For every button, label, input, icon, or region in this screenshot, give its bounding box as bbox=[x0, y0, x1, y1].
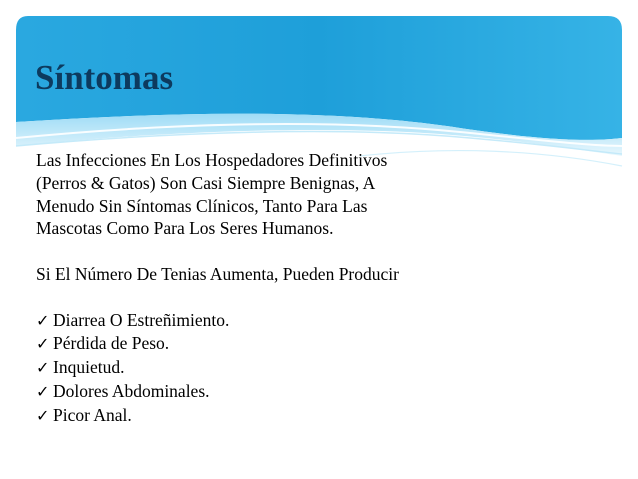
symptom-label: Picor Anal. bbox=[53, 404, 132, 425]
symptom-label: Diarrea O Estreñimiento. bbox=[53, 309, 230, 330]
symptom-item bbox=[36, 332, 596, 356]
symptom-label: Dolores Abdominales. bbox=[53, 380, 210, 401]
slide-body bbox=[36, 149, 596, 428]
paragraph-line: Las Infecciones En Los Hospedadores Definitivos bbox=[36, 150, 388, 170]
symptom-item bbox=[36, 356, 596, 380]
paragraph-line: (Perros & Gatos) Son Casi Siempre Benignas, A bbox=[36, 172, 376, 193]
spacer bbox=[36, 240, 596, 263]
slide-title: Síntomas bbox=[35, 58, 174, 97]
symptom-item bbox=[36, 380, 596, 404]
symptom-item bbox=[36, 404, 596, 428]
intro-line: Si El Número De Tenias Aumenta, Pueden Producir bbox=[36, 263, 399, 284]
spacer bbox=[36, 286, 596, 309]
symptom-label: Inquietud. bbox=[53, 357, 125, 378]
checkmark-icon: ✓ bbox=[36, 358, 50, 378]
paragraph-line: Menudo Sin Síntomas Clínicos, Tanto Para Las bbox=[36, 195, 368, 216]
symptom-label: Pérdida de Peso. bbox=[53, 333, 170, 354]
checkmark-icon: ✓ bbox=[36, 310, 50, 330]
symptom-item bbox=[36, 309, 596, 333]
paragraph-line: Mascotas Como Para Los Seres Humanos. bbox=[36, 218, 334, 239]
checkmark-icon: ✓ bbox=[36, 381, 50, 401]
checkmark-icon: ✓ bbox=[36, 334, 50, 354]
checkmark-icon: ✓ bbox=[36, 405, 50, 425]
